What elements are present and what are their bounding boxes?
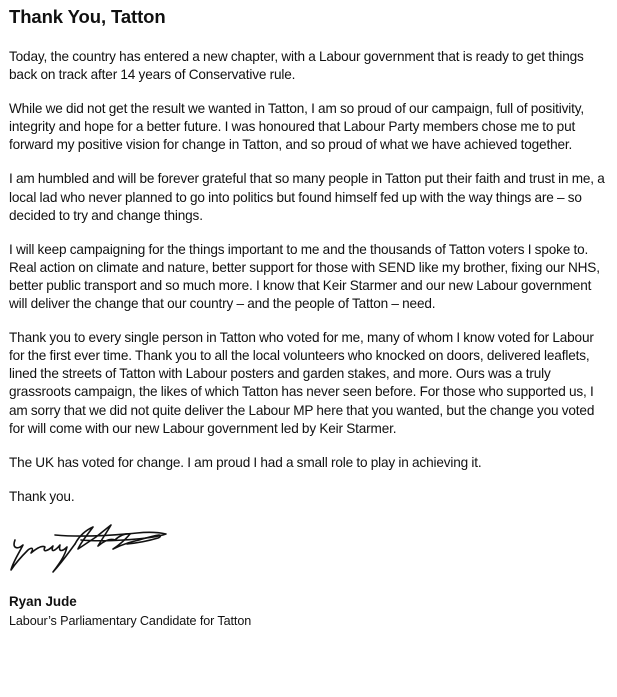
signatory-role: Labour’s Parliamentary Candidate for Tatton	[9, 613, 252, 628]
closing-line: Thank you.	[9, 488, 75, 504]
handwritten-signature	[9, 520, 169, 580]
paragraph-new-chapter: Today, the country has entered a new chapter, with a Labour government that is ready to get things back on track after 14 years of Conservative rule.	[9, 49, 584, 83]
paragraph-campaign-pride: While we did not get the result we wanted in Tatton, I am so proud of our campaign, full of positivity, integrity and hope for a better future. I was honoured that Labour Party members chose me to put forward my positive vision for change in Tatton, and so proud of what we have achieved together.	[9, 101, 584, 153]
paragraph-keep-campaigning: I will keep campaigning for the things important to me and the thousands of Tatton voters I spoke to. Real action on climate and nature, better support for those with SEND like my brother, fixing our NHS, better public transport and so much more. I know that Keir Starmer and our new Labour government will deliver the change that our country – and the people of Tatton – need.	[9, 241, 600, 312]
signature-stroke-1	[11, 540, 75, 572]
letter-body	[9, 48, 608, 506]
paragraph-gratitude: I am humbled and will be forever grateful that so many people in Tatton put their faith and trust in me, a local lad who never planned to go into politics but found himself fed up with the way things are – so decided to try and change things.	[9, 171, 605, 223]
paragraph-thank-volunteers: Thank you to every single person in Tatton who voted for me, many of whom I know voted for Labour for the first ever time. Thank you to all the local volunteers who knocked on doors, delivered leaflets, lined the streets of Tatton with Labour posters and garden stakes, and more. Ours was a truly grassroots campaign, the likes of which Tatton has never seen before. For those who supported us, I am sorry that we did not quite deliver the Labour MP here that you wanted, but the change you voted for will come with our new Labour government led by Keir Starmer.	[9, 330, 595, 436]
signatory-name: Ryan Jude	[9, 593, 77, 609]
letter-title: Thank You, Tatton	[9, 6, 166, 27]
paragraph-uk-voted: The UK has voted for change. I am proud I had a small role to play in achieving it.	[9, 454, 482, 470]
